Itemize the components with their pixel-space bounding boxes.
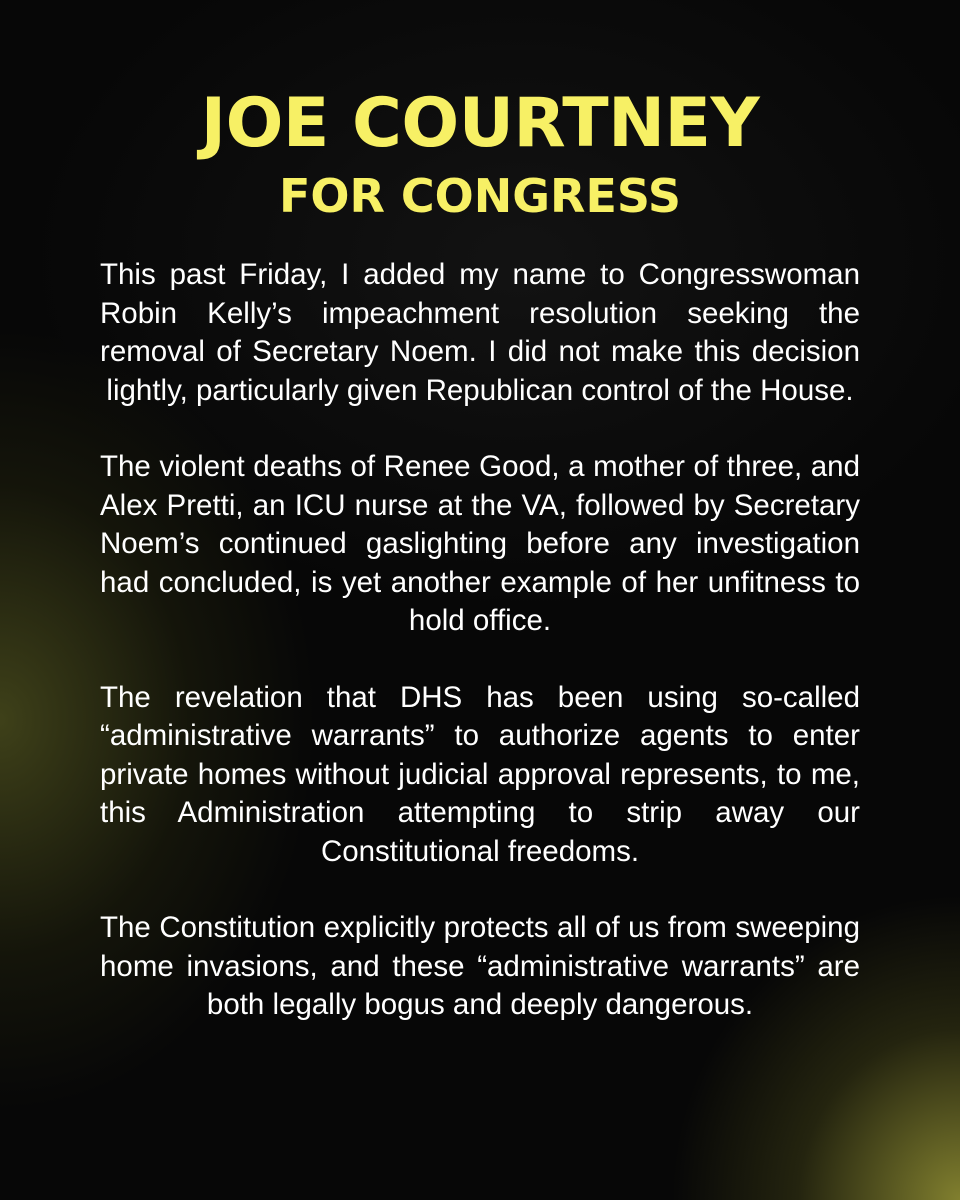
page-title: JOE COURTNEY [200,84,760,163]
paragraph-3: The revelation that DHS has been using so-called “administrative warrants” to authorize agents to enter private homes without judicial approval represents, to me, this Administration attempting to strip away our Constitutional freedoms. [100,680,860,868]
header [0,82,960,224]
page-subtitle: FOR CONGRESS [278,169,682,223]
paragraph-1: This past Friday, I added my name to Congresswoman Robin Kelly’s impeachment resolution seeking the removal of Secretary Noem. I did not make this decision lightly, particularly given Republican control of the House. [100,258,860,407]
paragraph-4: The Constitution explicitly protects all of us from sweeping home invasions, and these “administrative warrants” are both legally bogus and deeply dangerous. [100,911,860,1021]
paragraph-2: The violent deaths of Renee Good, a mother of three, and Alex Pretti, an ICU nurse at the VA, followed by Secretary Noem’s continued gaslighting before any investigation had concluded, is yet another example of her unfitness to hold office. [100,450,860,637]
statement-body [100,256,860,1063]
